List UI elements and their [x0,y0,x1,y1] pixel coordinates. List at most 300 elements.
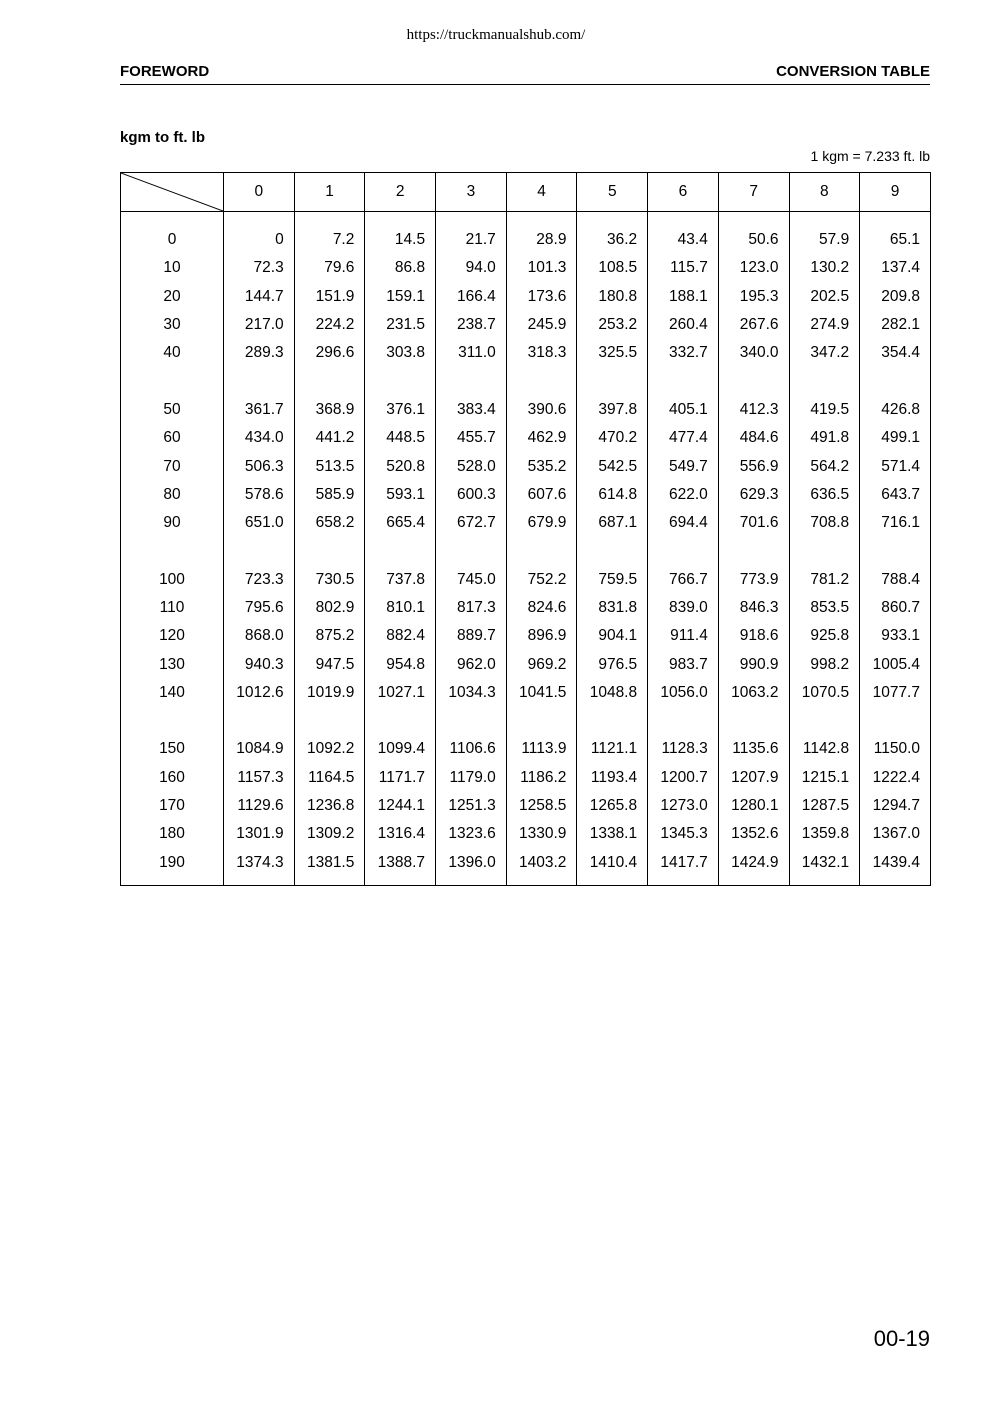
table-cell: 1027.1 [365,679,436,707]
table-row [121,566,931,594]
spacer-cell [294,212,365,227]
table-cell: 990.9 [718,650,789,678]
table-cell: 1063.2 [718,679,789,707]
table-cell: 79.6 [294,254,365,282]
table-cell: 1041.5 [506,679,577,707]
table-header-row [121,173,931,212]
spacer-cell [789,537,860,565]
table-cell: 1301.9 [224,820,295,848]
table-cell: 1294.7 [860,792,931,820]
table-cell: 1396.0 [436,849,507,877]
spacer-cell [224,212,295,227]
table-cell: 556.9 [718,452,789,480]
spacer-cell [506,877,577,886]
table-cell: 1048.8 [577,679,648,707]
diagonal-divider [121,173,223,211]
table-cell: 629.3 [718,481,789,509]
spacer-cell [224,877,295,886]
row-header: 120 [121,622,224,650]
table-cell: 289.3 [224,339,295,367]
table-cell: 853.5 [789,594,860,622]
spacer-cell [577,212,648,227]
table-cell: 1077.7 [860,679,931,707]
row-header: 190 [121,849,224,877]
table-cell: 1034.3 [436,679,507,707]
table-cell: 1135.6 [718,735,789,763]
table-cell: 528.0 [436,452,507,480]
table-cell: 1374.3 [224,849,295,877]
table-cell: 571.4 [860,452,931,480]
spacer-cell [789,212,860,227]
spacer-cell [365,367,436,395]
table-cell: 911.4 [648,622,719,650]
table-cell: 810.1 [365,594,436,622]
table-cell: 397.8 [577,396,648,424]
spacer-cell [436,877,507,886]
table-cell: 1323.6 [436,820,507,848]
spacer-cell [121,212,224,227]
table-cell: 412.3 [718,396,789,424]
spacer-cell [648,367,719,395]
table-cell: 28.9 [506,226,577,254]
spacer-cell [506,537,577,565]
table-cell: 773.9 [718,566,789,594]
table-cell: 484.6 [718,424,789,452]
table-row [121,424,931,452]
page-number: 00-19 [873,1326,930,1351]
table-cell: 1381.5 [294,849,365,877]
spacer-cell [121,707,224,735]
spacer-cell [365,877,436,886]
table-cell: 1200.7 [648,764,719,792]
table-cell: 925.8 [789,622,860,650]
table-cell: 426.8 [860,396,931,424]
spacer-cell [860,707,931,735]
table-cell: 282.1 [860,311,931,339]
table-cell: 1099.4 [365,735,436,763]
table-cell: 231.5 [365,311,436,339]
table-cell: 1236.8 [294,792,365,820]
table-row [121,226,931,254]
table-cell: 151.9 [294,283,365,311]
table-cell: 1215.1 [789,764,860,792]
table-cell: 1439.4 [860,849,931,877]
table-cell: 1403.2 [506,849,577,877]
table-cell: 969.2 [506,650,577,678]
table-cell: 1417.7 [648,849,719,877]
table-cell: 1432.1 [789,849,860,877]
table-cell: 137.4 [860,254,931,282]
table-cell: 101.3 [506,254,577,282]
table-cell: 651.0 [224,509,295,537]
spacer-cell [436,212,507,227]
spacer-cell [294,877,365,886]
table-row [121,452,931,480]
table-cell: 14.5 [365,226,436,254]
spacer-cell [648,707,719,735]
table-cell: 1084.9 [224,735,295,763]
table-cell: 274.9 [789,311,860,339]
table-cell: 622.0 [648,481,719,509]
table-cell: 1287.5 [789,792,860,820]
chapter-header: CONVERSION TABLE [776,63,930,80]
row-header: 40 [121,339,224,367]
group-spacer-row [121,707,931,735]
table-cell: 549.7 [648,452,719,480]
spacer-cell [294,707,365,735]
table-cell: 940.3 [224,650,295,678]
table-row [121,679,931,707]
table-cell: 542.5 [577,452,648,480]
table-cell: 1171.7 [365,764,436,792]
table-cell: 1142.8 [789,735,860,763]
table-cell: 658.2 [294,509,365,537]
table-cell: 238.7 [436,311,507,339]
table-cell: 679.9 [506,509,577,537]
table-row [121,820,931,848]
row-header: 60 [121,424,224,452]
row-header: 180 [121,820,224,848]
table-cell: 759.5 [577,566,648,594]
table-cell: 1244.1 [365,792,436,820]
table-cell: 94.0 [436,254,507,282]
table-cell: 1113.9 [506,735,577,763]
spacer-cell [365,212,436,227]
table-row [121,396,931,424]
spacer-cell [121,367,224,395]
table-cell: 904.1 [577,622,648,650]
spacer-cell [648,877,719,886]
table-cell: 1019.9 [294,679,365,707]
table-cell: 383.4 [436,396,507,424]
table-cell: 405.1 [648,396,719,424]
table-cell: 72.3 [224,254,295,282]
group-spacer-row [121,367,931,395]
table-cell: 1273.0 [648,792,719,820]
column-header: 3 [436,173,507,212]
spacer-cell [860,877,931,886]
table-cell: 1367.0 [860,820,931,848]
table-cell: 368.9 [294,396,365,424]
table-cell: 43.4 [648,226,719,254]
table-cell: 1179.0 [436,764,507,792]
table-cell: 260.4 [648,311,719,339]
table-cell: 390.6 [506,396,577,424]
spacer-cell [436,367,507,395]
table-cell: 347.2 [789,339,860,367]
table-cell: 889.7 [436,622,507,650]
spacer-cell [718,707,789,735]
table-cell: 376.1 [365,396,436,424]
column-header: 4 [506,173,577,212]
table-cell: 253.2 [577,311,648,339]
table-cell: 159.1 [365,283,436,311]
table-cell: 962.0 [436,650,507,678]
table-cell: 1121.1 [577,735,648,763]
table-cell: 607.6 [506,481,577,509]
row-header: 70 [121,452,224,480]
column-header: 1 [294,173,365,212]
table-cell: 875.2 [294,622,365,650]
column-header: 9 [860,173,931,212]
table-cell: 1338.1 [577,820,648,848]
row-header: 160 [121,764,224,792]
spacer-cell [436,537,507,565]
table-cell: 947.5 [294,650,365,678]
table-cell: 311.0 [436,339,507,367]
table-cell: 831.8 [577,594,648,622]
section-header: FOREWORD [120,63,210,80]
spacer-cell [577,707,648,735]
spacer-cell [294,367,365,395]
table-cell: 1157.3 [224,764,295,792]
row-header: 130 [121,650,224,678]
table-cell: 1164.5 [294,764,365,792]
table-cell: 50.6 [718,226,789,254]
table-cell: 173.6 [506,283,577,311]
table-cell: 585.9 [294,481,365,509]
table-cell: 564.2 [789,452,860,480]
spacer-cell [718,367,789,395]
table-cell: 1129.6 [224,792,295,820]
table-cell: 144.7 [224,283,295,311]
table-cell: 600.3 [436,481,507,509]
table-cell: 217.0 [224,311,295,339]
table-cell: 1193.4 [577,764,648,792]
table-cell: 166.4 [436,283,507,311]
table-cell: 455.7 [436,424,507,452]
header-divider [120,84,930,85]
table-cell: 983.7 [648,650,719,678]
table-row [121,481,931,509]
spacer-cell [121,877,224,886]
table-cell: 1309.2 [294,820,365,848]
column-header: 8 [789,173,860,212]
table-cell: 766.7 [648,566,719,594]
table-cell: 448.5 [365,424,436,452]
spacer-cell [860,212,931,227]
conversion-table [120,172,931,886]
table-cell: 1258.5 [506,792,577,820]
table-cell: 303.8 [365,339,436,367]
spacer-cell [789,707,860,735]
table-row [121,254,931,282]
table-cell: 332.7 [648,339,719,367]
spacer-cell [648,537,719,565]
table-cell: 795.6 [224,594,295,622]
table-cell: 224.2 [294,311,365,339]
table-body [121,212,931,886]
column-header: 7 [718,173,789,212]
row-header: 150 [121,735,224,763]
table-row [121,735,931,763]
table-cell: 361.7 [224,396,295,424]
table-cell: 1005.4 [860,650,931,678]
table-cell: 462.9 [506,424,577,452]
spacer-cell [365,537,436,565]
table-cell: 1092.2 [294,735,365,763]
spacer-cell [860,367,931,395]
table-row [121,594,931,622]
table-cell: 954.8 [365,650,436,678]
table-cell: 115.7 [648,254,719,282]
table-cell: 491.8 [789,424,860,452]
table-cell: 21.7 [436,226,507,254]
row-header: 10 [121,254,224,282]
table-cell: 318.3 [506,339,577,367]
conversion-factor-note: 1 kgm = 7.233 ft. lb [810,148,930,164]
table-cell: 296.6 [294,339,365,367]
table-cell: 180.8 [577,283,648,311]
table-cell: 752.2 [506,566,577,594]
table-cell: 7.2 [294,226,365,254]
spacer-cell [577,877,648,886]
table-cell: 1012.6 [224,679,295,707]
spacer-cell [365,707,436,735]
table-cell: 1128.3 [648,735,719,763]
spacer-cell [506,212,577,227]
table-cell: 513.5 [294,452,365,480]
spacer-cell [789,877,860,886]
table-cell: 245.9 [506,311,577,339]
table-cell: 976.5 [577,650,648,678]
column-header: 6 [648,173,719,212]
group-spacer-row [121,537,931,565]
spacer-cell [224,537,295,565]
row-header: 80 [121,481,224,509]
table-cell: 723.3 [224,566,295,594]
table-cell: 520.8 [365,452,436,480]
table-cell: 708.8 [789,509,860,537]
table-cell: 506.3 [224,452,295,480]
table-cell: 1280.1 [718,792,789,820]
table-cell: 477.4 [648,424,719,452]
table-cell: 737.8 [365,566,436,594]
table-row [121,650,931,678]
table-cell: 824.6 [506,594,577,622]
table-cell: 665.4 [365,509,436,537]
table-cell: 781.2 [789,566,860,594]
table-cell: 802.9 [294,594,365,622]
table-cell: 846.3 [718,594,789,622]
spacer-cell [648,212,719,227]
spacer-cell [294,537,365,565]
row-header: 90 [121,509,224,537]
table-cell: 745.0 [436,566,507,594]
row-header: 170 [121,792,224,820]
spacer-cell [577,367,648,395]
table-cell: 65.1 [860,226,931,254]
table-cell: 202.5 [789,283,860,311]
table-cell: 1186.2 [506,764,577,792]
table-top-padding [121,212,931,227]
table-row [121,622,931,650]
table-cell: 896.9 [506,622,577,650]
table-cell: 1070.5 [789,679,860,707]
spacer-cell [718,212,789,227]
table-cell: 860.7 [860,594,931,622]
table-cell: 694.4 [648,509,719,537]
table-cell: 130.2 [789,254,860,282]
table-cell: 499.1 [860,424,931,452]
table-cell: 108.5 [577,254,648,282]
column-header: 0 [224,173,295,212]
spacer-cell [506,367,577,395]
table-cell: 998.2 [789,650,860,678]
table-cell: 868.0 [224,622,295,650]
table-cell: 1251.3 [436,792,507,820]
table-cell: 643.7 [860,481,931,509]
spacer-cell [506,707,577,735]
table-cell: 1424.9 [718,849,789,877]
table-bottom-padding [121,877,931,886]
table-cell: 687.1 [577,509,648,537]
table-cell: 340.0 [718,339,789,367]
column-header: 2 [365,173,436,212]
spacer-cell [789,367,860,395]
table-title: kgm to ft. lb [120,129,205,146]
table-row [121,849,931,877]
table-cell: 817.3 [436,594,507,622]
table-cell: 57.9 [789,226,860,254]
table-cell: 839.0 [648,594,719,622]
table-cell: 1388.7 [365,849,436,877]
table-cell: 1410.4 [577,849,648,877]
table-cell: 354.4 [860,339,931,367]
table-corner-cell [121,173,224,212]
table-row [121,764,931,792]
table-cell: 209.8 [860,283,931,311]
table-cell: 325.5 [577,339,648,367]
table-row [121,339,931,367]
table-cell: 419.5 [789,396,860,424]
row-header: 140 [121,679,224,707]
spacer-cell [718,537,789,565]
table-cell: 1265.8 [577,792,648,820]
table-cell: 1150.0 [860,735,931,763]
spacer-cell [860,537,931,565]
table-cell: 636.5 [789,481,860,509]
table-cell: 1056.0 [648,679,719,707]
table-cell: 0 [224,226,295,254]
table-cell: 701.6 [718,509,789,537]
row-header: 30 [121,311,224,339]
row-header: 20 [121,283,224,311]
source-url: https://truckmanualshub.com/ [406,27,586,43]
spacer-cell [121,537,224,565]
table-cell: 1345.3 [648,820,719,848]
table-cell: 36.2 [577,226,648,254]
table-cell: 1330.9 [506,820,577,848]
table-cell: 1207.9 [718,764,789,792]
table-cell: 535.2 [506,452,577,480]
spacer-cell [224,707,295,735]
table-cell: 86.8 [365,254,436,282]
table-cell: 918.6 [718,622,789,650]
spacer-cell [436,707,507,735]
table-row [121,792,931,820]
table-cell: 730.5 [294,566,365,594]
table-cell: 614.8 [577,481,648,509]
row-header: 50 [121,396,224,424]
table-row [121,283,931,311]
table-cell: 933.1 [860,622,931,650]
table-cell: 1106.6 [436,735,507,763]
table-cell: 716.1 [860,509,931,537]
table-cell: 882.4 [365,622,436,650]
table-cell: 267.6 [718,311,789,339]
spacer-cell [577,537,648,565]
